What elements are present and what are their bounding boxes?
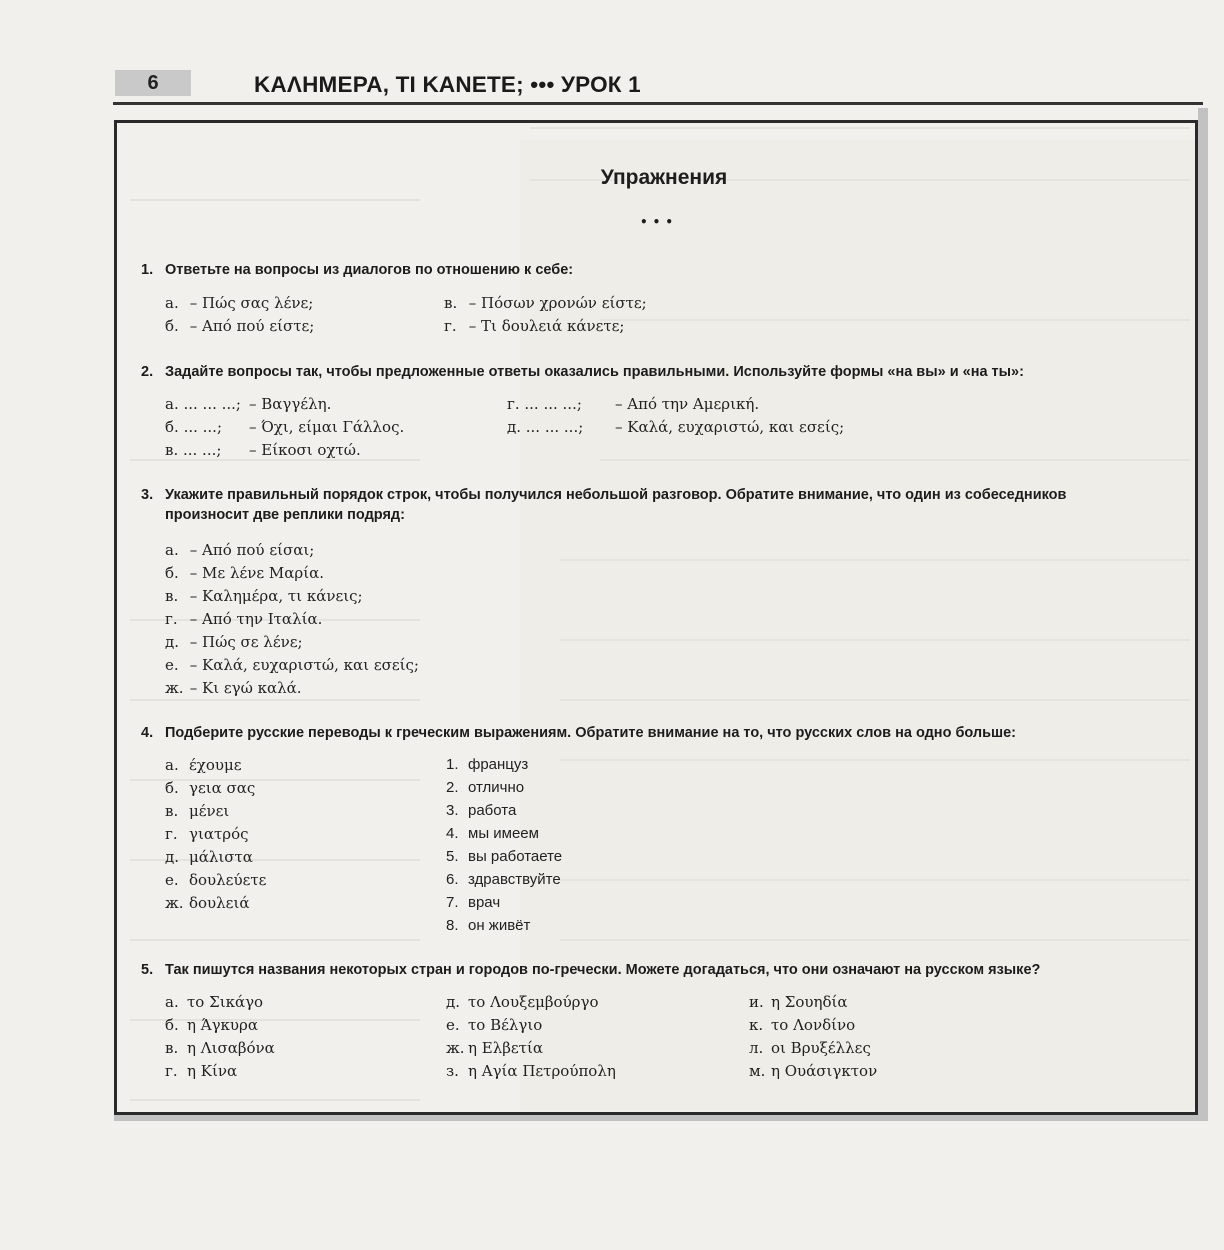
place-name: б. η Άγκυρα: [165, 1016, 258, 1034]
list-item: г. – Τι δουλειά κάνετε;: [444, 317, 625, 335]
list-item: в. – Καλημέρα, τι κάνεις;: [165, 587, 363, 605]
exercise-number: 2.: [141, 364, 154, 380]
exercise-number: 5.: [141, 962, 154, 978]
list-item: б. – Με λένε Μαρία.: [165, 564, 324, 582]
greek-term: в. μένει: [165, 802, 230, 820]
exercise-text: Подберите русские переводы к греческим выражениям. Обратите внимание на то, что русских слов на одно больше:: [165, 725, 1017, 741]
exercise-3-instruction: [141, 487, 1066, 523]
list-item: а. – Από πού είσαι;: [165, 541, 315, 559]
place-name: г. η Κίνα: [165, 1062, 238, 1080]
russian-term: 3. работа: [446, 802, 517, 819]
place-name: з. η Αγία Πετρούπολη: [446, 1062, 616, 1080]
page-number: [115, 70, 191, 96]
running-title: ΚΑΛΗΜΕΡΑ, ΤΙ ΚΑΝΕΤΕ; ••• УРОК 1: [254, 72, 641, 97]
place-name: в. η Λισαβόνα: [165, 1039, 275, 1057]
list-item: д. ... ... ...; – Καλά, ευχαριστώ, και εσείς;: [507, 418, 845, 436]
russian-term: 2. отлично: [446, 779, 525, 796]
exercise-text-continued: произносит две реплики подряд:: [165, 507, 405, 523]
section-title: Упражнения: [600, 166, 728, 189]
russian-term: 1. француз: [446, 756, 529, 773]
place-name: а. το Σικάγο: [165, 993, 264, 1011]
greek-term: ж. δουλειά: [165, 894, 250, 912]
section-ornament: •••: [640, 215, 679, 229]
exercise-5-instruction: [141, 962, 1040, 978]
russian-term: 5. вы работаете: [446, 848, 563, 865]
russian-term: 6. здравствуйте: [446, 871, 561, 888]
place-name: е. το Βέλγιο: [446, 1016, 543, 1034]
exercise-4-instruction: [141, 725, 1016, 741]
place-name: ж. η Ελβετία: [446, 1039, 543, 1057]
russian-term: 8. он живёт: [446, 917, 531, 934]
exercise-text: Задайте вопросы так, чтобы предложенные ответы оказались правильными. Используйте формы «на вы» и «на ты»:: [165, 364, 1024, 380]
exercise-number: 3.: [141, 487, 154, 503]
exercise-text: Ответьте на вопросы из диалогов по отношению к себе:: [165, 262, 574, 278]
list-item: д. – Πώς σε λένε;: [165, 633, 303, 651]
place-name: к. το Λονδίνο: [749, 1016, 856, 1034]
place-name: л. οι Βρυξέλλες: [749, 1039, 871, 1057]
greek-term: а. έχουμε: [165, 756, 242, 774]
greek-term: б. γεια σας: [165, 779, 256, 797]
exercise-number: 1.: [141, 262, 154, 278]
list-item: а. – Πώς σας λένε;: [165, 294, 314, 312]
exercise-1-instruction: [141, 262, 573, 278]
list-item: в. ... ...; – Είκοσι οχτώ.: [165, 441, 361, 459]
place-name: д. το Λουξεμβούργο: [446, 993, 599, 1011]
frame-shadow-right: [1198, 108, 1208, 1118]
list-item: б. ... ...; – Όχι, είμαι Γάλλος.: [165, 418, 405, 436]
list-item: в. – Πόσων χρονών είστε;: [444, 294, 647, 312]
list-item: е. – Καλά, ευχαριστώ, και εσείς;: [165, 656, 419, 674]
list-item: г. ... ... ...; – Από την Αμερική.: [507, 395, 760, 413]
list-item: г. – Από την Ιταλία.: [165, 610, 323, 628]
greek-term: д. μάλιστα: [165, 848, 253, 866]
place-name: и. η Σουηδία: [749, 993, 848, 1011]
header-rule: [113, 102, 1203, 105]
russian-term: 4. мы имеем: [446, 825, 539, 842]
exercise-text: Укажите правильный порядок строк, чтобы получился небольшой разговор. Обратите внимание, что один из собеседников: [165, 487, 1067, 503]
exercise-text: Так пишутся названия некоторых стран и городов по-гречески. Можете догадаться, что они означают на русском языке?: [165, 962, 1041, 978]
russian-term: 7. врач: [446, 894, 501, 911]
greek-term: е. δουλεύετε: [165, 871, 267, 889]
exercise-2-instruction: [141, 364, 1024, 380]
list-item: б. – Από πού είστε;: [165, 317, 315, 335]
list-item: а. ... ... ...; – Βαγγέλη.: [165, 395, 332, 413]
greek-term: г. γιατρός: [165, 825, 249, 843]
list-item: ж. – Κι εγώ καλά.: [165, 679, 302, 697]
frame-shadow-bottom: [114, 1115, 1208, 1121]
exercise-number: 4.: [141, 725, 154, 741]
page-number-text: 6: [147, 71, 159, 94]
place-name: м. η Ουάσιγκτον: [749, 1062, 878, 1080]
